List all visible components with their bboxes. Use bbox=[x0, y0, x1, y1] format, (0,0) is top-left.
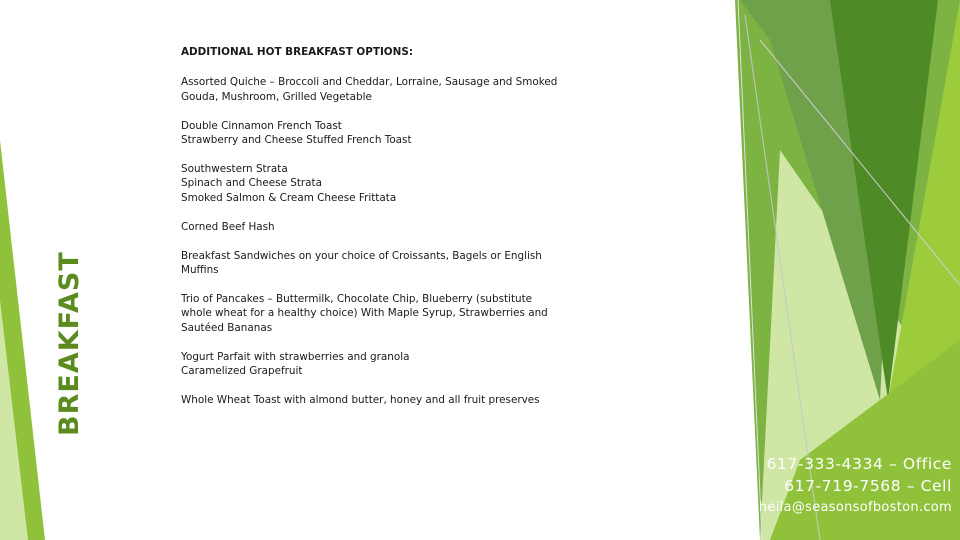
menu-item: Strawberry and Cheese Stuffed French Toast bbox=[181, 134, 412, 147]
menu-heading: ADDITIONAL HOT BREAKFAST OPTIONS: bbox=[181, 46, 413, 58]
cell-phone: 617-719-7568 – Cell bbox=[784, 477, 952, 495]
menu-item: Trio of Pancakes – Buttermilk, Chocolate Chip, Blueberry (substitute whole wheat for a healthy choice) With Maple Syrup, Strawberries and Sautéed Bananas bbox=[181, 292, 548, 334]
menu-content bbox=[181, 45, 581, 422]
menu-group bbox=[181, 75, 581, 104]
menu-item: Gouda, Mushroom, Grilled Vegetable bbox=[181, 90, 372, 103]
office-phone: 617-333-4334 – Office bbox=[766, 455, 952, 473]
menu-groups bbox=[181, 75, 581, 407]
menu-group bbox=[181, 393, 581, 407]
menu-item: Spinach and Cheese Strata bbox=[181, 177, 322, 190]
menu-item: Assorted Quiche – Broccoli and Cheddar, Lorraine, Sausage and Smoked bbox=[181, 76, 558, 89]
menu-item: Breakfast Sandwiches on your choice of Croissants, Bagels or English Muffins bbox=[181, 249, 542, 277]
menu-item: Southwestern Strata bbox=[181, 163, 288, 176]
menu-item: Whole Wheat Toast with almond butter, honey and all fruit preserves bbox=[181, 394, 540, 406]
menu-group bbox=[181, 249, 581, 278]
menu-item: Yogurt Parfait with strawberries and granola bbox=[181, 350, 410, 363]
side-title: BREAKFAST bbox=[54, 251, 85, 436]
menu-group bbox=[181, 220, 581, 234]
menu-group bbox=[181, 350, 581, 379]
menu-group bbox=[181, 162, 581, 205]
menu-group bbox=[181, 292, 581, 335]
menu-item: Double Cinnamon French Toast bbox=[181, 119, 342, 132]
menu-group bbox=[181, 119, 581, 148]
menu-item: Caramelized Grapefruit bbox=[181, 365, 303, 378]
menu-item: Corned Beef Hash bbox=[181, 220, 275, 233]
email-address: Sheila@seasonsofboston.com bbox=[750, 500, 952, 515]
menu-item: Smoked Salmon & Cream Cheese Frittata bbox=[181, 191, 397, 204]
